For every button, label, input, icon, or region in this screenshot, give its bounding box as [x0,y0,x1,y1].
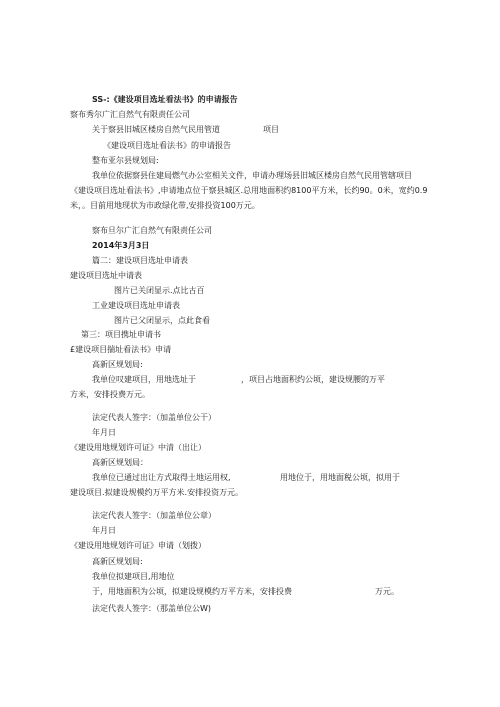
application-title: 《建设用地规划许可证》中清（出让） [70,443,206,452]
subject-line-text: 关于察县旧城区楼房自然气民用管道 [92,125,220,134]
body-paragraph-line [92,374,385,385]
signature-company: 察布旦尔广汇自然气有限责任公司 [92,226,212,235]
image-placeholder-note: 图片已父闭显示，点此食看 [114,316,210,325]
body-paragraph-line: 建设项目.拟建设规模约万平方米.安排投资万元。 [70,488,244,497]
salutation: 整布亚尔县规划局: [92,156,159,165]
body-paragraph-line: 《建设项目选址看法书》,申请地点位于察县城区.总用地面积约8100平方米，长约90。0米，宽约0.9 [70,186,428,195]
body-text-start: 我单位叹建项目，用地选址于 [92,375,196,384]
body-paragraph-line: 米，。目前用地现状为市政绿化带,安排投资100万元。 [70,201,260,210]
subject-line-suffix: 项目 [263,125,279,134]
body-text-end: ，项目占地面积约公顷，建设规腰的万平 [241,375,385,384]
body-text-start: 于，用地面积为公顷，拟建设规模约万平方米，安排投费 [92,587,292,596]
body-paragraph-line: 我单位依据察县住建局燃气办公室相关文件，申请办理场县旧城区楼房自然气民用管辖项目 [92,171,412,180]
company-name: 察布秀尔广汇自然气有限责任公司 [70,110,190,119]
form-title: 建设项目选址中请表 [70,271,142,280]
body-paragraph-line: 我单位拟建项目,用地位 [92,572,175,581]
image-placeholder-note: 图片已关闭显示.点比古百 [114,286,205,295]
body-paragraph-line [92,586,399,597]
subject-line [92,124,279,135]
legal-rep-signature: 法定代表人签字：（加盖单位公章） [92,511,216,520]
body-paragraph-line [92,472,400,483]
addressee: 高新区规划局： [92,458,148,467]
section-heading: 第三：项目携址申请书 [81,330,161,339]
subject-line-2: 《建设项目选址看法书》的申请报告 [103,141,231,150]
legal-rep-signature: 法定代表人签字：（那盖单位公W) [92,604,212,613]
application-title: 《建设用地规划许可证》申请（划拨） [70,541,206,550]
addressee: 高新区规划局: [92,557,143,566]
addressee: 高新区规划局: [92,360,143,369]
body-paragraph-line: 方米，安排投费万元。 [70,390,150,399]
application-title: £建设项目揣址看法书》申请 [70,345,172,354]
signature-date: 2014年3月3日 [92,241,150,250]
legal-rep-signature: 法定代表人签字：（加盖单位公干） [92,413,216,422]
form-title: 工业建设项目选址申请表 [92,301,180,310]
date-line: 年月日 [92,428,116,437]
date-line: 年月日 [92,526,116,535]
body-text-start: 我单位已通过出让方式取得土地运用权, [92,473,231,482]
section-heading: 篇二：建设项目选址申请表 [92,256,188,265]
body-text-end: 用地位于，用地面税公顷，拟用于 [280,473,400,482]
body-text-end: 万元。 [375,587,399,596]
report-title: SS-:《建设项目选址看法书》的申请报告 [92,95,238,104]
